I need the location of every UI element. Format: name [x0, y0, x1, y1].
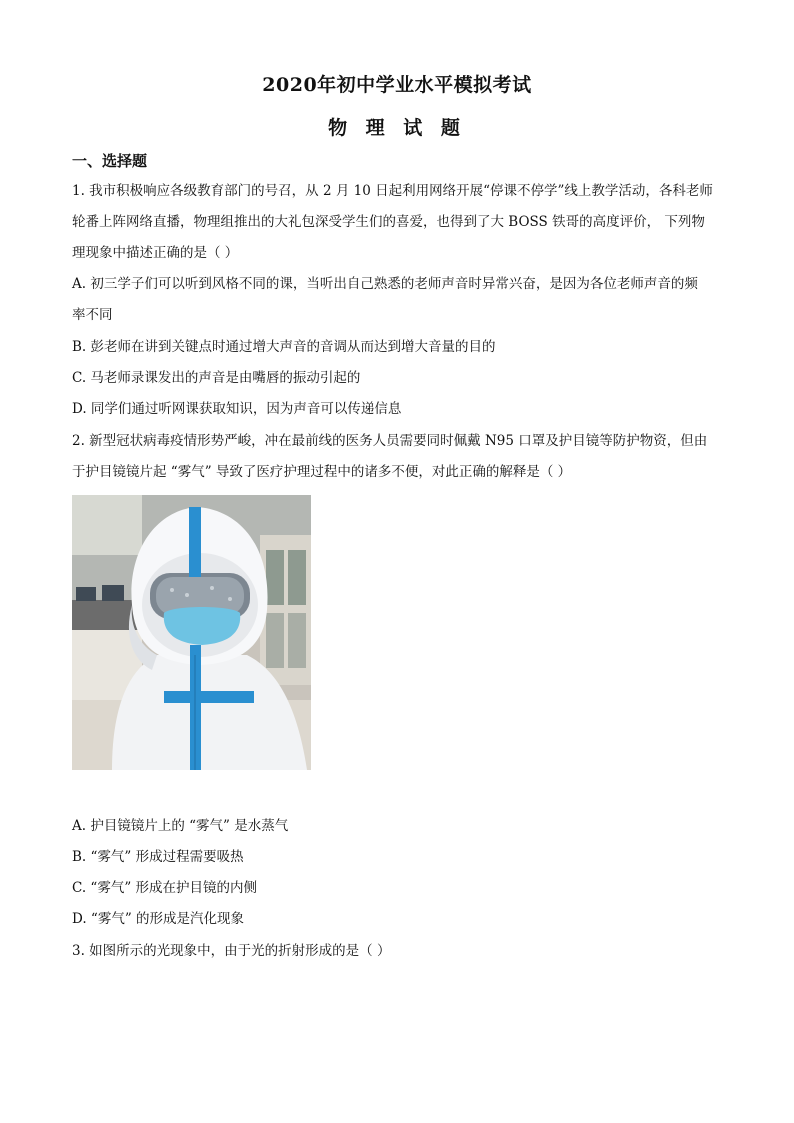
protective-suit-illustration: [72, 495, 311, 770]
question-1-text-line-1: 1. 我市积极响应各级教育部门的号召，从 2 月 10 日起利用网络开展“停课不停学”线上教学活动，各科老师: [72, 183, 713, 199]
question-2-option-a: A. 护目镜镜片上的 “雾气” 是水蒸气: [72, 818, 289, 834]
question-2-option-b: B. “雾气” 形成过程需要吸热: [72, 849, 244, 865]
question-1-option-a-line-2: 率不同: [72, 307, 113, 323]
exam-title: 2020年初中学业水平模拟考试: [262, 74, 532, 96]
question-2-text-line-2: 于护目镜镜片起 “雾气” 导致了医疗护理过程中的诸多不便，对此正确的解释是（ ）: [72, 464, 572, 480]
question-3-text-line-1: 3. 如图所示的光现象中，由于光的折射形成的是（ ）: [72, 943, 391, 959]
medical-worker-photo: [72, 495, 311, 770]
question-2-option-c: C. “雾气” 形成在护目镜的内侧: [72, 880, 258, 896]
question-1-text-line-2: 轮番上阵网络直播，物理组推出的大礼包深受学生们的喜爱，也得到了大 BOSS 铁哥的高度评价， 下列物: [72, 214, 705, 230]
question-1-option-b: B. 彭老师在讲到关键点时通过增大声音的音调从而达到增大音量的目的: [72, 339, 496, 355]
question-1-option-d: D. 同学们通过听网课获取知识，因为声音可以传递信息: [72, 401, 402, 417]
question-2-text-line-1: 2. 新型冠状病毒疫情形势严峻，冲在最前线的医务人员需要同时佩戴 N95 口罩及护目镜等防护物资，但由: [72, 433, 708, 449]
section-heading: 一、选择题: [72, 152, 148, 170]
exam-subtitle: 物 理 试 题: [328, 117, 466, 139]
question-1-option-a-line-1: A. 初三学子们可以听到风格不同的课，当听出自己熟悉的老师声音时异常兴奋，是因为各位老师声音的频: [72, 276, 698, 292]
question-2-option-d: D. “雾气” 的形成是汽化现象: [72, 911, 245, 927]
question-1-option-c: C. 马老师录课发出的声音是由嘴唇的振动引起的: [72, 370, 361, 386]
question-1-text-line-3: 理现象中描述正确的是（ ）: [72, 245, 239, 261]
